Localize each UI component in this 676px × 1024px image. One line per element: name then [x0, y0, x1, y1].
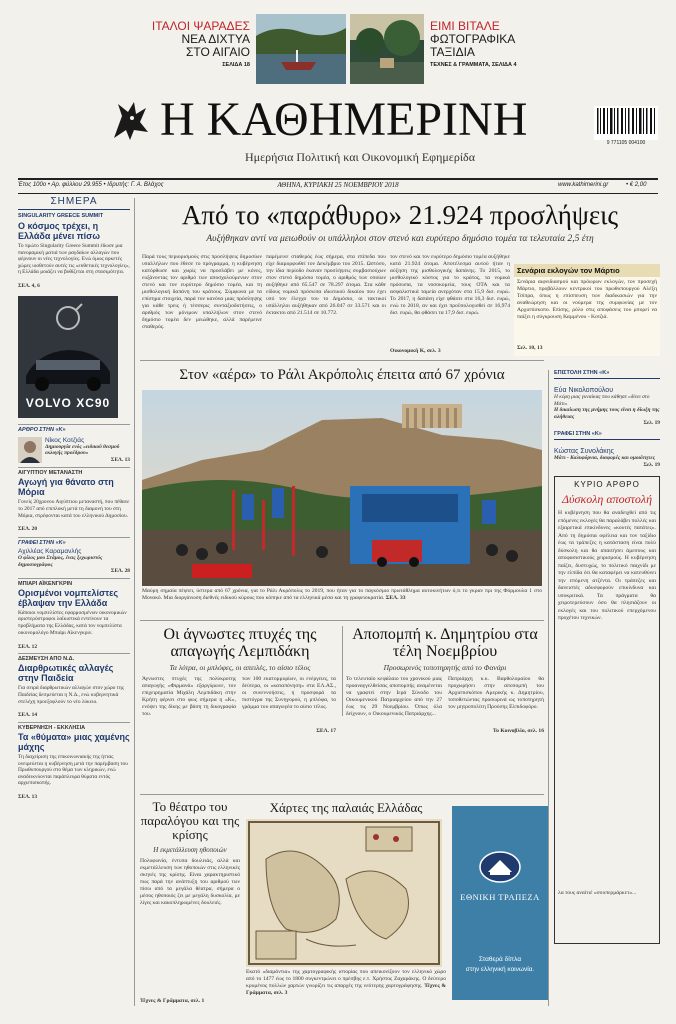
teaser-right-title1: ΕΙΜΙ ΒΙΤΑΛΕ	[430, 19, 500, 33]
maps-image	[246, 819, 442, 967]
dimitriou-col1: Το τελευταίο κεφάλαιο του χρονικού μιας προαναγγελθείσας αποπομπής αναμένεται να γραφτεί στην Ιερά Σύνοδο του Οικουμενικού Πατριαρχείου από την 27 έως τις 29 Νοεμβρίου. Όπως όλα δείχνουν, ο Οικουμενικός Πατριάρχης...	[346, 676, 442, 717]
summit-title[interactable]: Ο κόσμος τρέχει, η Ελλάδα μένει πίσω	[18, 221, 100, 241]
boats-photo	[256, 14, 346, 84]
maps-caption-ref: Τέχνες & Γράμματα, σελ. 3	[246, 983, 446, 996]
lempidaki-story[interactable]	[142, 626, 338, 796]
lead-col2: παρέμεινε σταθερός έως σήμερα, στα επίπεδα που είχε διαμορφωθεί τον Δεκέμβριο του 2015. Ωστόσο, την ίδια περίοδο έκαναν προσλήψεις συμβασιούχων στον στενό δημόσιο τομέα, ο αριθμός των οποίων αυξήθηκε από 65.547 σε 78.297 άτομα. Στα κάθε είδους νομικά πρόσωπα ιδιωτικού δικαίου που έχει υπό τον έλεγχο του το Δημόσιο, οι τακτικοί υπάλληλοι αυξήθηκαν από 26.047 σε 33.571 και οι έκτακτοι από 21.514 σε 10.772.	[266, 254, 386, 316]
lead-rule	[140, 360, 544, 361]
lempidaki-subhead: Τα λύτρα, οι μπλόφες, οι απειλές, το αίσιο τέλος	[169, 663, 311, 672]
summit-text: Το πρώτο Singularity Greece Summit έδωσε μια πανοραμική ματιά των ραγδαίων αλλαγών που φέρνουν οι νέες τεχνολογίες. Ενώ όμως αρκετές χώρες υιοθετούν αυτές τις «εκθετικές τεχνολογίες», η Ελλάδα μοιάζει να βυθίζεται στη στασιμότητα.	[18, 243, 130, 276]
article-author: Νίκος Κοτζιάς	[45, 436, 85, 444]
dimitriou-subhead: Προσωρινός τοποτηρητής από το Φανάρι	[383, 663, 507, 672]
elections-box-text: Σενάρια αιφνιδιασμού και πρόωρων εκλογών, τον προσεχή Μάρτιο, προβάλλουν κεντρικοί του πρωθυπουργού Αλέξη Τσίπρα, όπως η επίσπευση των διαδικασιών για την αναθεώρηση και οι νούμερα της συμφωνίας με τον Αρχιεπίσκοπο. Επίσης, ρόλο στις αποφάσεις του μπορεί να παίξει η σύγκρουση Καμμένου - Κοτζιά.	[517, 279, 657, 320]
dimitriou-col2: Πατριάρχη κ.κ. Βαρθολομαίου θα προχωρήσει στην αποπομπή του Αρχιεπισκόπου Αμερικής κ. Δημητρίου, τοποθετώντας προσωρινά ως τοποτηρητή τον μητροπολίτη Προύσης Ελπιδοφόρο.	[448, 676, 544, 710]
pagrh-text: Για σειρά διαρθρωτικών αλλαγών στον χώρο της Παιδείας δεσμεύεται η Ν.Δ., ενώ κυβερνητικά στελέχη προεξοφλούν το νέο λύκειο.	[18, 685, 124, 705]
masthead	[0, 86, 676, 176]
bank-logo-icon	[478, 850, 522, 884]
sidebar-divider	[134, 198, 135, 1006]
rally-caption-text: Μαύρη σημαία πέφτει, ύστερα από 67 χρόνια, για το Ράλι Ακρόπολις το 2019, που ήταν για το παγκόσμιο πρωτάθλημα αυτοκινήτων ό,τι το γκραν πρι της Φόρμουλα 1 στο Μονακό. Μια διοργάνωση διεθνές ειδικού κύρους που κόπηκε από τα ελληνικά μέσα και τη γραφειοκρατία.	[142, 588, 542, 601]
article-title: Δημιουργία ενός «ειδικού θεσμού εκλογής προέδρου»	[45, 443, 120, 457]
maps-story[interactable]	[246, 800, 446, 1006]
lempidaki-col2: των 100 εκατομμυρίων, οι ενέργειες, τα δεύτερα, οι «καταπόνηση» στα ΕΛ.ΑΣ., οι συνεννοήσεις, η προσφορά τα πιστόγρα της Συνηγορού, η μπλόφα, το γράμμα του απαγωγέα το αίσιο τέλος.	[242, 676, 336, 710]
egypt-text: Γονείς 20χρονου Αιγύπτιου μεταναστή, που πέθανε το 2017 από επιπλοκή μετά τη διαμονή του στη Μόρια, στρέφονται κατά του ελληνικού Δημοσίου.	[18, 499, 130, 519]
ep-pre: Η κόρη μιας γυναίκας που κάθησε «δίνει στο Μάτι»	[554, 394, 650, 407]
theatre-subhead: Η εκμετάλλευση ηθοποιών	[153, 846, 227, 854]
ep-label: ΕΠΙΣΤΟΛΗ ΣΤΗΝ «Κ»	[554, 370, 660, 379]
rally-photo-image	[142, 390, 542, 586]
elections-box-ref: Σελ. 10, 13	[517, 345, 543, 351]
right-column	[554, 370, 660, 1006]
teaser-right[interactable]	[430, 20, 570, 84]
writes-ref: ΣΕΛ. 28	[110, 568, 130, 575]
writes-title[interactable]: Ο φίλος μου Στάμος, ένας ξεχωριστός δημοσιογράφος	[18, 554, 103, 568]
bank-slogan1: Σταθερά δίπλα	[478, 956, 522, 963]
lead-col3: τον στενό και τον ευρύτερο δημόσιο τομέα αυξήθηκε κατά 21.924 άτομα. Αποτέλεσμα αυτού ήταν η αύξηση της μισθολογικής δαπάνης. Το 2015, το μισθολογικό κόστος για το κράτος, τα νομικά πρόσωπα, τα νοσοκομεία, τους ΟΤΑ και τα ασφαλιστικά ταμεία ανερχόταν στα 15,9 δισ. ευρώ. Το 2017, η δαπάνη είχε φθάσει στα 16,3 δισ. ευρώ, ενώ το 2018, αν και έχει προϋπολογισθεί σε 16,974 δισ. ευρώ, θα φθάσει τα 17,9 δισ. ευρώ.	[390, 254, 510, 316]
lempidaki-col1: Άγνωστες πτυχές της πολύκροτης απαγωγής «Φιρμανά» εξαργύρωνε, τον επιχειρηματία Μιχάλη Λεμπιδάκη στην Κρήτη φέρνει στο φως σήμερα η «Κ», ενόψει της δίκης με βάση τη δικογραφία του.	[142, 676, 236, 717]
berger-label: ΜΠΙΑΡΙ ΑΪΚΕΝΓΚΡΙΝ	[18, 578, 130, 588]
rally-rule	[140, 620, 544, 621]
gr-title[interactable]: Μάτι - Καλυφόρνια, διαφορές και ομοιότητες	[554, 454, 655, 461]
owl-logo-icon	[110, 98, 152, 144]
main-end: λα τους αναίτιέ «σουπερμάρκετ»...	[558, 890, 637, 897]
lead-subhead: Αυξήθηκαν αντί να μειωθούν οι υπάλληλοι στον στενό και ευρύτερο δημόσιο τομέα τα τελευταία 2,5 έτη	[206, 234, 594, 244]
volvo-brand: VOLVO XC90	[25, 395, 111, 410]
theatre-headline: Το θέατρο του παραλόγου και της κρίσης	[140, 799, 240, 842]
teaser-left-title2: ΝΕΑ ΔΙΧΤΥΑ	[181, 32, 250, 46]
maps-caption-text: Εκατό «διαμάντια» της χαρτογραφικής ιστορίας που απεικονίζουν τον ελληνικό χώρο από το 1477 έως το 1800 συγκεντρώνει ο πρέσβης ε.τ. Χρήστος Ζαχαράκης. Ο δεύτερο κρυμένος πολλών χαρτών γνωρίζει τις απαρχές της νεότερης χαρτογράφησης.	[246, 969, 446, 989]
church-text: Τη διαχείριση της επικοινωνιακής της ήττας ονειρεύεται η κυβέρνηση μετά την παρέμβαση του Πρωθυπουργού στο θέμα των κληρικών, ενώ αναδεικνύονται παράπλευρα θύματα εντός αρχιεπισκοπής.	[18, 753, 128, 787]
website-link[interactable]: www.kathimerini.gr	[558, 182, 609, 188]
main-title: Δύσκολη αποστολή	[561, 492, 653, 507]
price: • € 2,00	[626, 182, 647, 188]
teaser-right-title2: ΦΩΤΟΓΡΑΦΙΚΑ	[430, 32, 516, 46]
issue-info: Έτος 100ο • Αρ. φύλλου 29.955 • Ιδρυτής: Γ. Α. Βλάχος	[18, 182, 164, 188]
dateline-rule-bottom	[18, 193, 658, 194]
masthead-title: Η ΚΑΘΗΜΕΡΙΝΗ	[160, 93, 528, 146]
gr-ref: Σελ. 19	[643, 461, 660, 468]
teaser-right-title3: ΤΑΞΙΔΙΑ	[430, 45, 475, 59]
lead-col3-wrap	[390, 254, 510, 356]
ep-title[interactable]: Η δικαίωση της μνήμης τους είναι η δίωξη της αλήθειας	[554, 407, 660, 420]
gr-author: Κώστας Συνολάκης	[554, 447, 615, 455]
vitale-photo	[350, 14, 424, 84]
dimitriou-ref: Το Κοινοβλίο, σελ. 16	[492, 728, 544, 734]
rally-headline[interactable]: Στον «αέρα» το Ράλι Ακρόπολις έπειτα από 67 χρόνια	[179, 367, 505, 383]
bank-ad[interactable]	[452, 806, 548, 1000]
dateline	[18, 181, 658, 192]
rally-caption-ref: ΣΕΛ. 33	[385, 595, 406, 601]
main-article-box[interactable]	[554, 476, 660, 944]
lead-col1: Παρά τους περιορισμούς στις προσλήψεις δημοσίων υπαλλήλων που έθεσε το πρόγραμμα, η κυβέρνηση κατόρθωσε και χωρίς να προσλάβει με κόνες, ευξάνοντας τον αριθμό των αποσχολούμενων στον στενό και τον ευρύτερο δημόσιο τομέα, και τη μισθολογική δαπάνη του κράτους. Σύμφωνα με τα επίσημα στοιχεία, παρά τον κανόνα μιας πρόσληψης για κάθε τρεις ή τέσσερις συνταξιοδοτήσεις, ο αριθμός των μόνιμων υπαλλήλων στον στενό δημόσιο τομέα δεν μειώθηκε, αλλά παρέμεινε σταθερός.	[142, 254, 262, 330]
theatre-text: Πολυφωνία, έντυπα δουλειάς, αλλά και εκμετάλλευση των ηθοποιών στις ελληνικές σκηνές της κρίσης. Είναι χαρακτηριστικό πως παρά την ανάπτυξη του αριθμού των πίσω από τα μεγάλα θέατρα, σήμερα ο μέσος ηθοποιός ζει με μεγάλη δυσκολία, με λίγες και κακοπληρωμένες δουλειές.	[140, 858, 240, 906]
article-label: ΑΡΘΡΟ ΣΤΗΝ «Κ»	[18, 424, 130, 434]
pagrh-label: ΔΕΣΜΕΥΣΗ ΑΠΟ Ν.Δ.	[18, 653, 130, 663]
egypt-title[interactable]: Αγωγή για θάνατο στη Μόρια	[18, 477, 114, 498]
berger-title[interactable]: Ορισμένοι νομπελίστες έβλαψαν την Ελλάδα	[18, 587, 119, 608]
volvo-ad[interactable]	[18, 296, 118, 418]
lempidaki-ref: ΣΕΛ. 17	[316, 728, 336, 734]
lead-headline[interactable]: Από το «παράθυρο» 21.924 προσλήψεις	[181, 200, 619, 230]
writes-label: ΓΡΑΦΕΙ ΣΤΗΝ «Κ»	[18, 537, 130, 547]
teaser-left-title1: ΙΤΑΛΟΙ ΨΑΡΑΔΕΣ	[151, 19, 250, 33]
masthead-subtitle: Ημερήσια Πολιτική και Οικονομική Εφημερίδα	[244, 150, 476, 164]
pagrh-title[interactable]: Διαρθρωτικές αλλαγές στην Παιδεία	[18, 663, 114, 684]
today-label: ΣΗΜΕΡΑ	[18, 196, 130, 210]
dateline-rule-top	[18, 178, 658, 180]
dimitriou-headline: Αποπομπή κ. Δημητρίου στα τέλη Νοεμβρίου	[352, 626, 538, 660]
church-title[interactable]: Τα «θύματα» μιας χαμένης μάχης	[18, 731, 130, 752]
old-map-image	[246, 819, 442, 967]
teaser-right-page: ΤΕΧΝΕΣ & ΓΡΑΜΜΑΤΑ, ΣΕΛΙΔΑ 4	[430, 62, 517, 68]
summit-label: SINGULARITY GREECE SUMMIT	[18, 213, 104, 219]
maps-caption	[246, 969, 446, 996]
elections-box[interactable]	[514, 264, 660, 356]
theatre-ref: Τέχνες & Γράμματα, σελ. 1	[140, 998, 205, 1004]
mid-rule	[140, 794, 544, 795]
ep-ref: Σελ. 19	[643, 420, 660, 427]
center-divider	[342, 626, 343, 716]
lead-col3-ref: Οικονομική Κ, σελ. 3	[390, 348, 441, 354]
gr-label: ΓΡΑΦΕΙ ΣΤΗΝ «Κ»	[554, 431, 660, 440]
article-block[interactable]	[18, 437, 130, 464]
writes-author: Αχιλλέας Καραμανλής	[18, 547, 82, 555]
pagrh-ref: ΣΕΛ. 14	[18, 712, 38, 719]
egypt-ref: ΣΕΛ. 20	[18, 526, 38, 533]
teaser-left-page: ΣΕΛΙΔΑ 18	[222, 62, 250, 68]
ep-author: Εύα Νικολοπούλου	[554, 387, 614, 394]
church-ref: ΣΕΛ. 13	[18, 793, 38, 800]
bank-slogan2: στην ελληνική κοινωνία.	[465, 966, 535, 973]
teaser-photo-boats[interactable]	[256, 14, 346, 84]
maps-headline: Χάρτες της παλαιάς Ελλάδας	[269, 800, 423, 815]
summit-ref: ΣΕΛ. 4, 6	[18, 283, 40, 289]
lempidaki-headline: Οι άγνωστες πτυχές της απαγωγής Λεμπιδάκη	[163, 626, 317, 660]
teaser-left-title3: ΣΤΟ ΑΙΓΑΙΟ	[185, 45, 250, 59]
barcode-number: 9 771105 004100	[606, 140, 646, 146]
rally-photo[interactable]	[142, 390, 542, 586]
teaser-left[interactable]	[140, 20, 250, 84]
issue-date: ΑΘΗΝΑ, ΚΥΡΙΑΚΗ 25 ΝΟΕΜΒΡΙΟΥ 2018	[277, 181, 399, 189]
teaser-photo-vitale[interactable]	[350, 14, 424, 84]
article-ref: ΣΕΛ. 13	[110, 456, 130, 463]
berger-text: Κάποιοι νομπελίστες εφαρμοσμένων οικονομικών αριστερόστροφοι λαϊκιστικά εντείνουν τα προβλήματα της Ελλάδας, κατά τον νομπελίστα οικονομολόγο Μπιάρι Αϊκενγκριν.	[18, 609, 127, 636]
dimitriou-story[interactable]	[346, 626, 544, 796]
bank-brand: ΕΘΝΙΚΗ ΤΡΑΠΕΖΑ	[460, 892, 540, 902]
church-label: ΚΥΒΕΡΝΗΣΗ - ΕΚΚΛΗΣΙΑ	[18, 722, 130, 732]
author-avatar	[18, 437, 42, 463]
sidebar	[18, 196, 130, 1006]
berger-ref: ΣΕΛ. 12	[18, 643, 38, 650]
barcode-icon	[594, 106, 658, 140]
main-label: ΚΥΡΙΟ ΑΡΘΡΟ	[574, 480, 640, 490]
theatre-story[interactable]	[140, 800, 240, 1006]
elections-box-title: Σενάρια εκλογών τον Μάρτιο	[514, 264, 660, 277]
rally-caption	[142, 588, 542, 618]
right-divider	[548, 370, 549, 1006]
main-text: Η κυβέρνηση που θα αναδειχθεί από τις επόμενες εκλογές θα παραλάβει πολλές και εξαιρετικά επικίνδυνες «κουτές πατάτες». Από τη δημόσια οφέλεια και τον ταξίδιο έως τα τράπεζες η κατάσταση είναι πολύ δύσκολη και θα απαιτήσει άμεσους και αποφασιστικούς χειρισμούς. Η κυβέρνηση παίζει, δυστυχώς, το πολιτικό παιχνίδι με την ελπίδα ότι θα καταφέρει να κατευθύνει την επόμενη ατζέντα. Οι τράπεζες και δανειστές αδυσφορούν επικίνδυνα και υποκριτικά. Τα πράγματα θα χειροτερεύσουν όσο θα πλησιάζουν οι εκλογές και του πολιτικού επερχόμενου προχέτου τεχνικών.	[558, 510, 656, 622]
egypt-label: ΑΙΓΥΠΤΙΟΥ ΜΕΤΑΝΑΣΤΗ	[18, 467, 130, 477]
